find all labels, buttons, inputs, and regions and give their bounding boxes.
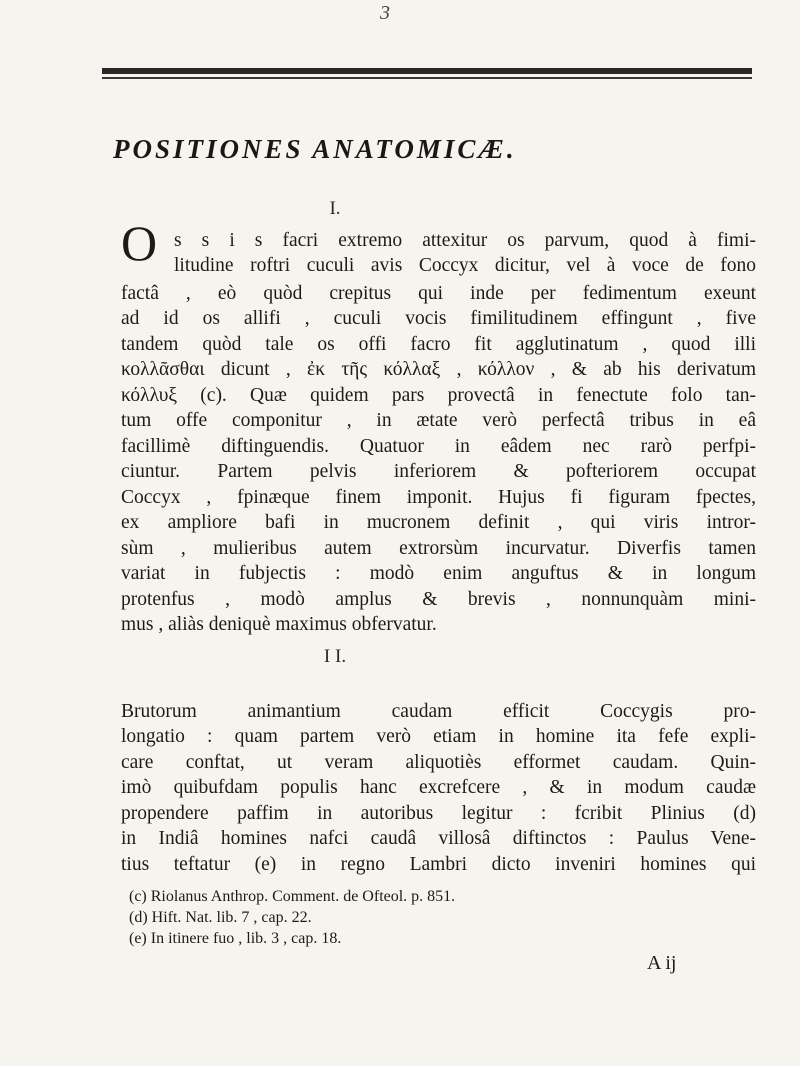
paragraph-line: κολλᾶσθαι dicunt , ἐκ τῆς κόλλαξ , κόλλον , & ab his derivatum bbox=[121, 359, 756, 380]
paragraph-line: litudine roftri cuculi avis Coccyx dicitur, vel à voce de fono bbox=[174, 255, 756, 276]
paragraph-line: variat in fubjectis : modò enim anguftus & in longum bbox=[121, 563, 756, 584]
paragraph-line: tandem quòd tale os offi facro fit agglutinatum , quod illi bbox=[121, 334, 756, 355]
paragraph-line: longatio : quam partem verò etiam in homine ita fefe expli- bbox=[121, 726, 756, 747]
paragraph-line: mus , aliàs deniquè maximus obfervatur. bbox=[121, 614, 437, 635]
paragraph-line: κόλλυξ (c). Quæ quidem pars provectâ in fenectute folo tan- bbox=[121, 385, 756, 406]
footnote: (d) Hift. Nat. lib. 7 , cap. 22. bbox=[129, 909, 312, 926]
header-rule-thin bbox=[102, 77, 752, 79]
drop-capital: O bbox=[121, 215, 158, 271]
paragraph-line: ad id os allifi , cuculi vocis fimilitudinem effingunt , five bbox=[121, 308, 756, 329]
page-title: POSITIONES ANATOMICÆ. bbox=[113, 134, 517, 164]
paragraph-line: sùm , mulieribus autem extrorsùm incurvatur. Diverfis tamen bbox=[121, 538, 756, 559]
paragraph-line: in Indiâ homines nafci caudâ villosâ diftinctos : Paulus Vene- bbox=[121, 828, 756, 849]
section-number-1: I. bbox=[329, 198, 341, 219]
paragraph-line: ciuntur. Partem pelvis inferiorem & pofteriorem occupat bbox=[121, 461, 756, 482]
paragraph-line: imò quibufdam populis hanc excrefcere , & in modum caudæ bbox=[121, 777, 756, 798]
paragraph-line: tum offe componitur , in ætate verò perfectâ tribus in eâ bbox=[121, 410, 756, 431]
page-number: 3 bbox=[380, 2, 390, 24]
paragraph-line: factâ , eò quòd crepitus qui inde per fedimentum exeunt bbox=[121, 283, 756, 304]
paragraph-line: tius teftatur (e) in regno Lambri dicto inveniri homines qui bbox=[121, 854, 756, 875]
paragraph-line: protenfus , modò amplus & brevis , nonnunquàm mini- bbox=[121, 589, 756, 610]
header-rule-thick bbox=[102, 68, 752, 74]
paragraph-line: s s i s facri extremo attexitur os parvum, quod à fimi- bbox=[174, 230, 756, 251]
signature-mark: A ij bbox=[647, 952, 677, 974]
paragraph-line: propendere paffim in autoribus legitur : fcribit Plinius (d) bbox=[121, 803, 756, 824]
paragraph-line: care conftat, ut veram aliquotiès efformet caudam. Quin- bbox=[121, 752, 756, 773]
footnote: (c) Riolanus Anthrop. Comment. de Ofteol. p. 851. bbox=[129, 888, 456, 905]
footnote: (e) In itinere fuo , lib. 3 , cap. 18. bbox=[129, 930, 342, 947]
paragraph-line: facillimè diftinguendis. Quatuor in eâdem nec rarò perfpi- bbox=[121, 436, 756, 457]
paragraph-line: ex ampliore bafi in mucronem definit , qui viris intror- bbox=[121, 512, 756, 533]
paragraph-line: Brutorum animantium caudam efficit Coccygis pro- bbox=[121, 701, 756, 722]
paragraph-line: Coccyx , fpinæque finem imponit. Hujus fi figuram fpectes, bbox=[121, 487, 756, 508]
section-number-2: I I. bbox=[323, 646, 347, 667]
